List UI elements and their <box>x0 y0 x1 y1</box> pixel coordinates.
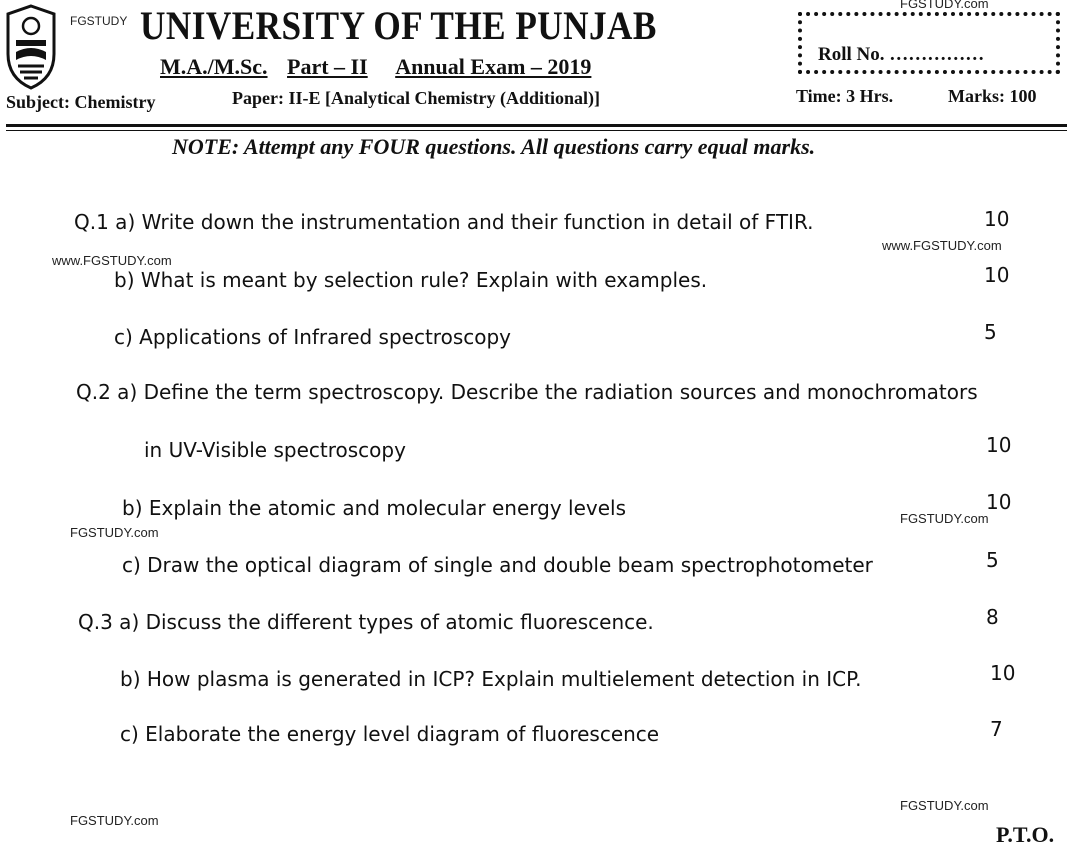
question-marks: 5 <box>986 548 999 572</box>
question-3c: c) Elaborate the energy level diagram of fluorescence <box>120 722 660 746</box>
watermark-text: FGSTUDY.com <box>900 511 989 526</box>
question-3b: b) How plasma is generated in ICP? Explain multielement detection in ICP. <box>120 667 862 691</box>
question-marks: 10 <box>986 490 1012 514</box>
header-divider <box>6 124 1067 127</box>
question-marks: 7 <box>990 717 1003 741</box>
exam-session: Annual Exam – 2019 <box>395 54 592 79</box>
question-1a: Q.1 a) Write down the instrumentation and their function in detail of FTIR. <box>74 210 814 234</box>
watermark-text: www.FGSTUDY.com <box>52 253 172 268</box>
exam-time: Time: 3 Hrs. <box>796 86 894 106</box>
programme: M.A./M.Sc. <box>160 54 268 79</box>
exam-line <box>160 54 591 80</box>
subject: Subject: Chemistry <box>6 92 156 112</box>
paper-title: Paper: II-E [Analytical Chemistry (Additional)] <box>232 88 600 108</box>
question-1b: b) What is meant by selection rule? Explain with examples. <box>114 268 708 292</box>
watermark-text: FGSTUDY <box>70 14 128 28</box>
header-divider <box>6 130 1067 131</box>
question-3a: Q.3 a) Discuss the different types of atomic fluorescence. <box>78 610 654 634</box>
watermark-text: FGSTUDY.com <box>900 0 989 11</box>
question-marks: 10 <box>984 207 1010 231</box>
question-marks: 10 <box>984 263 1010 287</box>
watermark-text: FGSTUDY.com <box>70 813 159 828</box>
question-marks: 5 <box>984 320 997 344</box>
exam-part: Part – II <box>287 54 368 79</box>
roll-number-label: Roll No. …………… <box>818 44 985 65</box>
question-marks: 8 <box>986 605 999 629</box>
question-2c: c) Draw the optical diagram of single and double beam spectrophotometer <box>122 553 873 577</box>
university-crest-logo <box>4 4 58 90</box>
question-marks: 10 <box>990 661 1016 685</box>
question-marks: 10 <box>986 433 1012 457</box>
question-2a: Q.2 a) Define the term spectroscopy. Describe the radiation sources and monochromators <box>76 380 978 404</box>
watermark-text: www.FGSTUDY.com <box>882 238 1002 253</box>
watermark-text: FGSTUDY.com <box>900 798 989 813</box>
watermark-text: FGSTUDY.com <box>70 525 159 540</box>
instructions-note: NOTE: Attempt any FOUR questions. All questions carry equal marks. <box>172 134 816 159</box>
question-1c: c) Applications of Infrared spectroscopy <box>114 325 512 349</box>
question-2a-continued: in UV-Visible spectroscopy <box>144 438 406 462</box>
question-2b: b) Explain the atomic and molecular energy levels <box>122 496 626 520</box>
total-marks: Marks: 100 <box>948 86 1037 106</box>
page-turn-over: P.T.O. <box>996 822 1055 847</box>
university-title: UNIVERSITY OF THE PUNJAB <box>140 3 657 48</box>
